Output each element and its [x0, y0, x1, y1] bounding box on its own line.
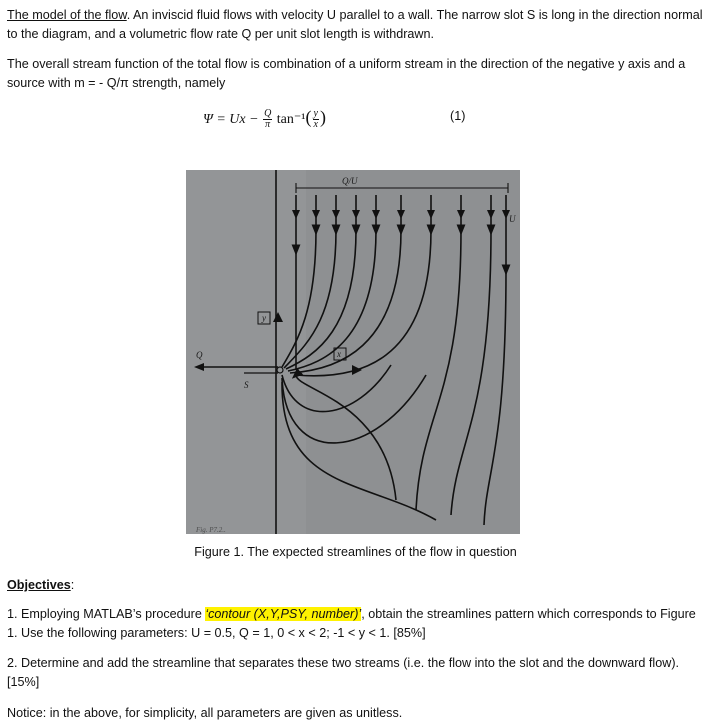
- equation-number: (1): [450, 109, 466, 123]
- objectives-colon: :: [70, 578, 75, 592]
- stream-function-paragraph: The overall stream function of the total flow is combination of a uniform stream in the direction of the negative y axis and a source with m = - Q/π strength, namely: [7, 57, 686, 90]
- top-label: Q/U: [342, 176, 358, 186]
- equation-arg: $\frac{y}{x}$: [313, 108, 318, 131]
- flow-model-title: The model of the flow: [7, 8, 127, 22]
- objectives-heading: [7, 576, 707, 595]
- objective-item-2: 2. Determine and add the streamline that separates these two streams (i.e. the flow into the slot and the downward flow). [15%]: [7, 656, 680, 689]
- streamline-diagram: [186, 170, 520, 534]
- notice-text: Notice: in the above, for simplicity, all parameters are given as unitless.: [7, 706, 403, 720]
- stream-function-equation: Ψ = Ux − $\frac{Q}{\pi}$ tan⁻¹( $\frac{y}{x}$ ): [203, 107, 326, 131]
- slot-label: S: [244, 380, 249, 390]
- left-label: Q: [196, 350, 203, 360]
- intro-paragraph: [7, 6, 707, 44]
- objectives-title: Objectives: [7, 578, 71, 592]
- objective-1-pre: 1. Employing MATLAB’s procedure: [7, 607, 206, 621]
- equation-fraction: $\frac{Q}{\pi}$: [264, 108, 272, 131]
- objective-item-1: [7, 605, 707, 643]
- equation-func: tan⁻¹: [276, 112, 306, 127]
- streamline-figure: [186, 170, 520, 534]
- right-label: U: [509, 214, 516, 224]
- x-axis-label: x: [337, 349, 341, 359]
- objective-1-post: , obtain the streamlines pattern which corresponds to Figure 1. Use the following parameters: U = 0.5, Q = 1, 0 < x < 2; -1 < y < 1. [85%]: [7, 607, 696, 640]
- intro-text: . An inviscid fluid flows with velocity U parallel to a wall. The narrow slot S is long in the direction normal to the diagram, and a volumetric flow rate Q per unit slot length is withdrawn.: [7, 8, 703, 41]
- figure-mark: Fig. P7.2..: [196, 526, 226, 534]
- equation-lhs: Ψ = Ux −: [203, 112, 259, 127]
- y-axis-label: y: [262, 313, 266, 323]
- objective-1-code: ‘contour (X,Y,PSY, number)’: [205, 607, 362, 621]
- figure-caption: Figure 1. The expected streamlines of the flow in question: [194, 545, 517, 559]
